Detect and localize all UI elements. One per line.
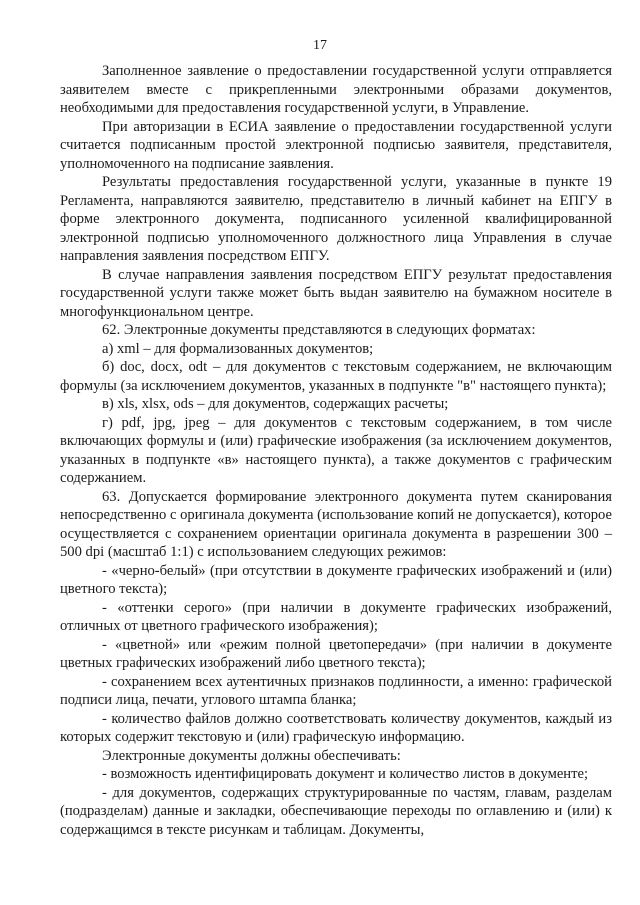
list-item-identification: - возможность идентифицировать документ и количество листов в документе; — [102, 766, 589, 782]
list-item-file-count: - количество файлов должно соответствовать количеству документов, каждый из которых содержит текстовую и (или) графическую информацию. — [60, 710, 612, 745]
page-number: 17 — [313, 38, 327, 53]
list-item-structured-docs: - для документов, содержащих структурированные по частям, главам, разделам (подразделам) данные и закладки, обеспечивающие переходы по оглавлению и (или) к содержащимся в тексте рисункам и таблицам. Документы, — [60, 784, 612, 838]
list-item-format-a: а) xml – для формализованных документов; — [102, 340, 374, 357]
document-body — [60, 62, 612, 839]
list-item-bw-mode: - «черно-белый» (при отсутствии в документе графических изображений и (или) цветного текста); — [60, 562, 612, 597]
paragraph-63-scanning: 63. Допускается формирование электронного документа путем сканирования непосредственно с оригинала документа (использование копий не допускается), которое осуществляется с сохранением ориентации оригинала документа в разрешении 300 – 500 dpi (масштаб 1:1) с использованием следующих режимов: — [60, 488, 612, 560]
list-item-grayscale-mode: - «оттенки серого» (при наличии в документе графических изображений, отличных от цветного графического изображения); — [60, 599, 612, 634]
list-item-format-v: в) xls, xlsx, ods – для документов, содержащих расчеты; — [102, 396, 449, 412]
paragraph-paper-result: В случае направления заявления посредством ЕПГУ результат предоставления государственной услуги также может быть выдан заявителю на бумажном носителе в многофункциональном центре. — [60, 266, 612, 320]
paragraph-results: Результаты предоставления государственной услуги, указанные в пункте 19 Регламента, направляются заявителю, представителю в личный кабинет на ЕПГУ в форме электронного документа, подписанного усиленной квалифицированной электронной подписью уполномоченного должностного лица Управления в случае направления заявления посредством ЕПГУ. — [60, 174, 612, 264]
list-item-color-mode: - «цветной» или «режим полной цветопередачи» (при наличии в документе цветных графических изображений либо цветного текста); — [60, 636, 612, 671]
list-item-authenticity: - сохранением всех аутентичных признаков подлинности, а именно: графической подписи лица, печати, углового штампа бланка; — [60, 673, 612, 708]
paragraph-esia-signature: При авторизации в ЕСИА заявление о предоставлении государственной услуги считается подписанным простой электронной подписью заявителя, представителя, уполномоченного на подписание заявления. — [60, 118, 612, 172]
paragraph-submission: Заполненное заявление о предоставлении государственной услуги отправляется заявителем вместе с прикрепленными электронными образами документов, необходимыми для предоставления государственной услуги, в Управление. — [60, 63, 612, 116]
paragraph-62-formats: 62. Электронные документы представляются в следующих форматах: — [102, 322, 536, 338]
list-item-format-b: б) doc, docx, odt – для документов с текстовым содержанием, не включающим формулы (за исключением документов, указанных в подпункте "в" настоящего пункта); — [60, 359, 612, 394]
paragraph-requirements: Электронные документы должны обеспечивать: — [102, 747, 401, 764]
list-item-format-g: г) pdf, jpg, jpeg – для документов с текстовым содержанием, в том числе включающих формулы и (или) графические изображения (за исключением документов, указанных в подпункте «в» настоящего пункта), а также документов с графическим содержанием. — [60, 414, 613, 486]
